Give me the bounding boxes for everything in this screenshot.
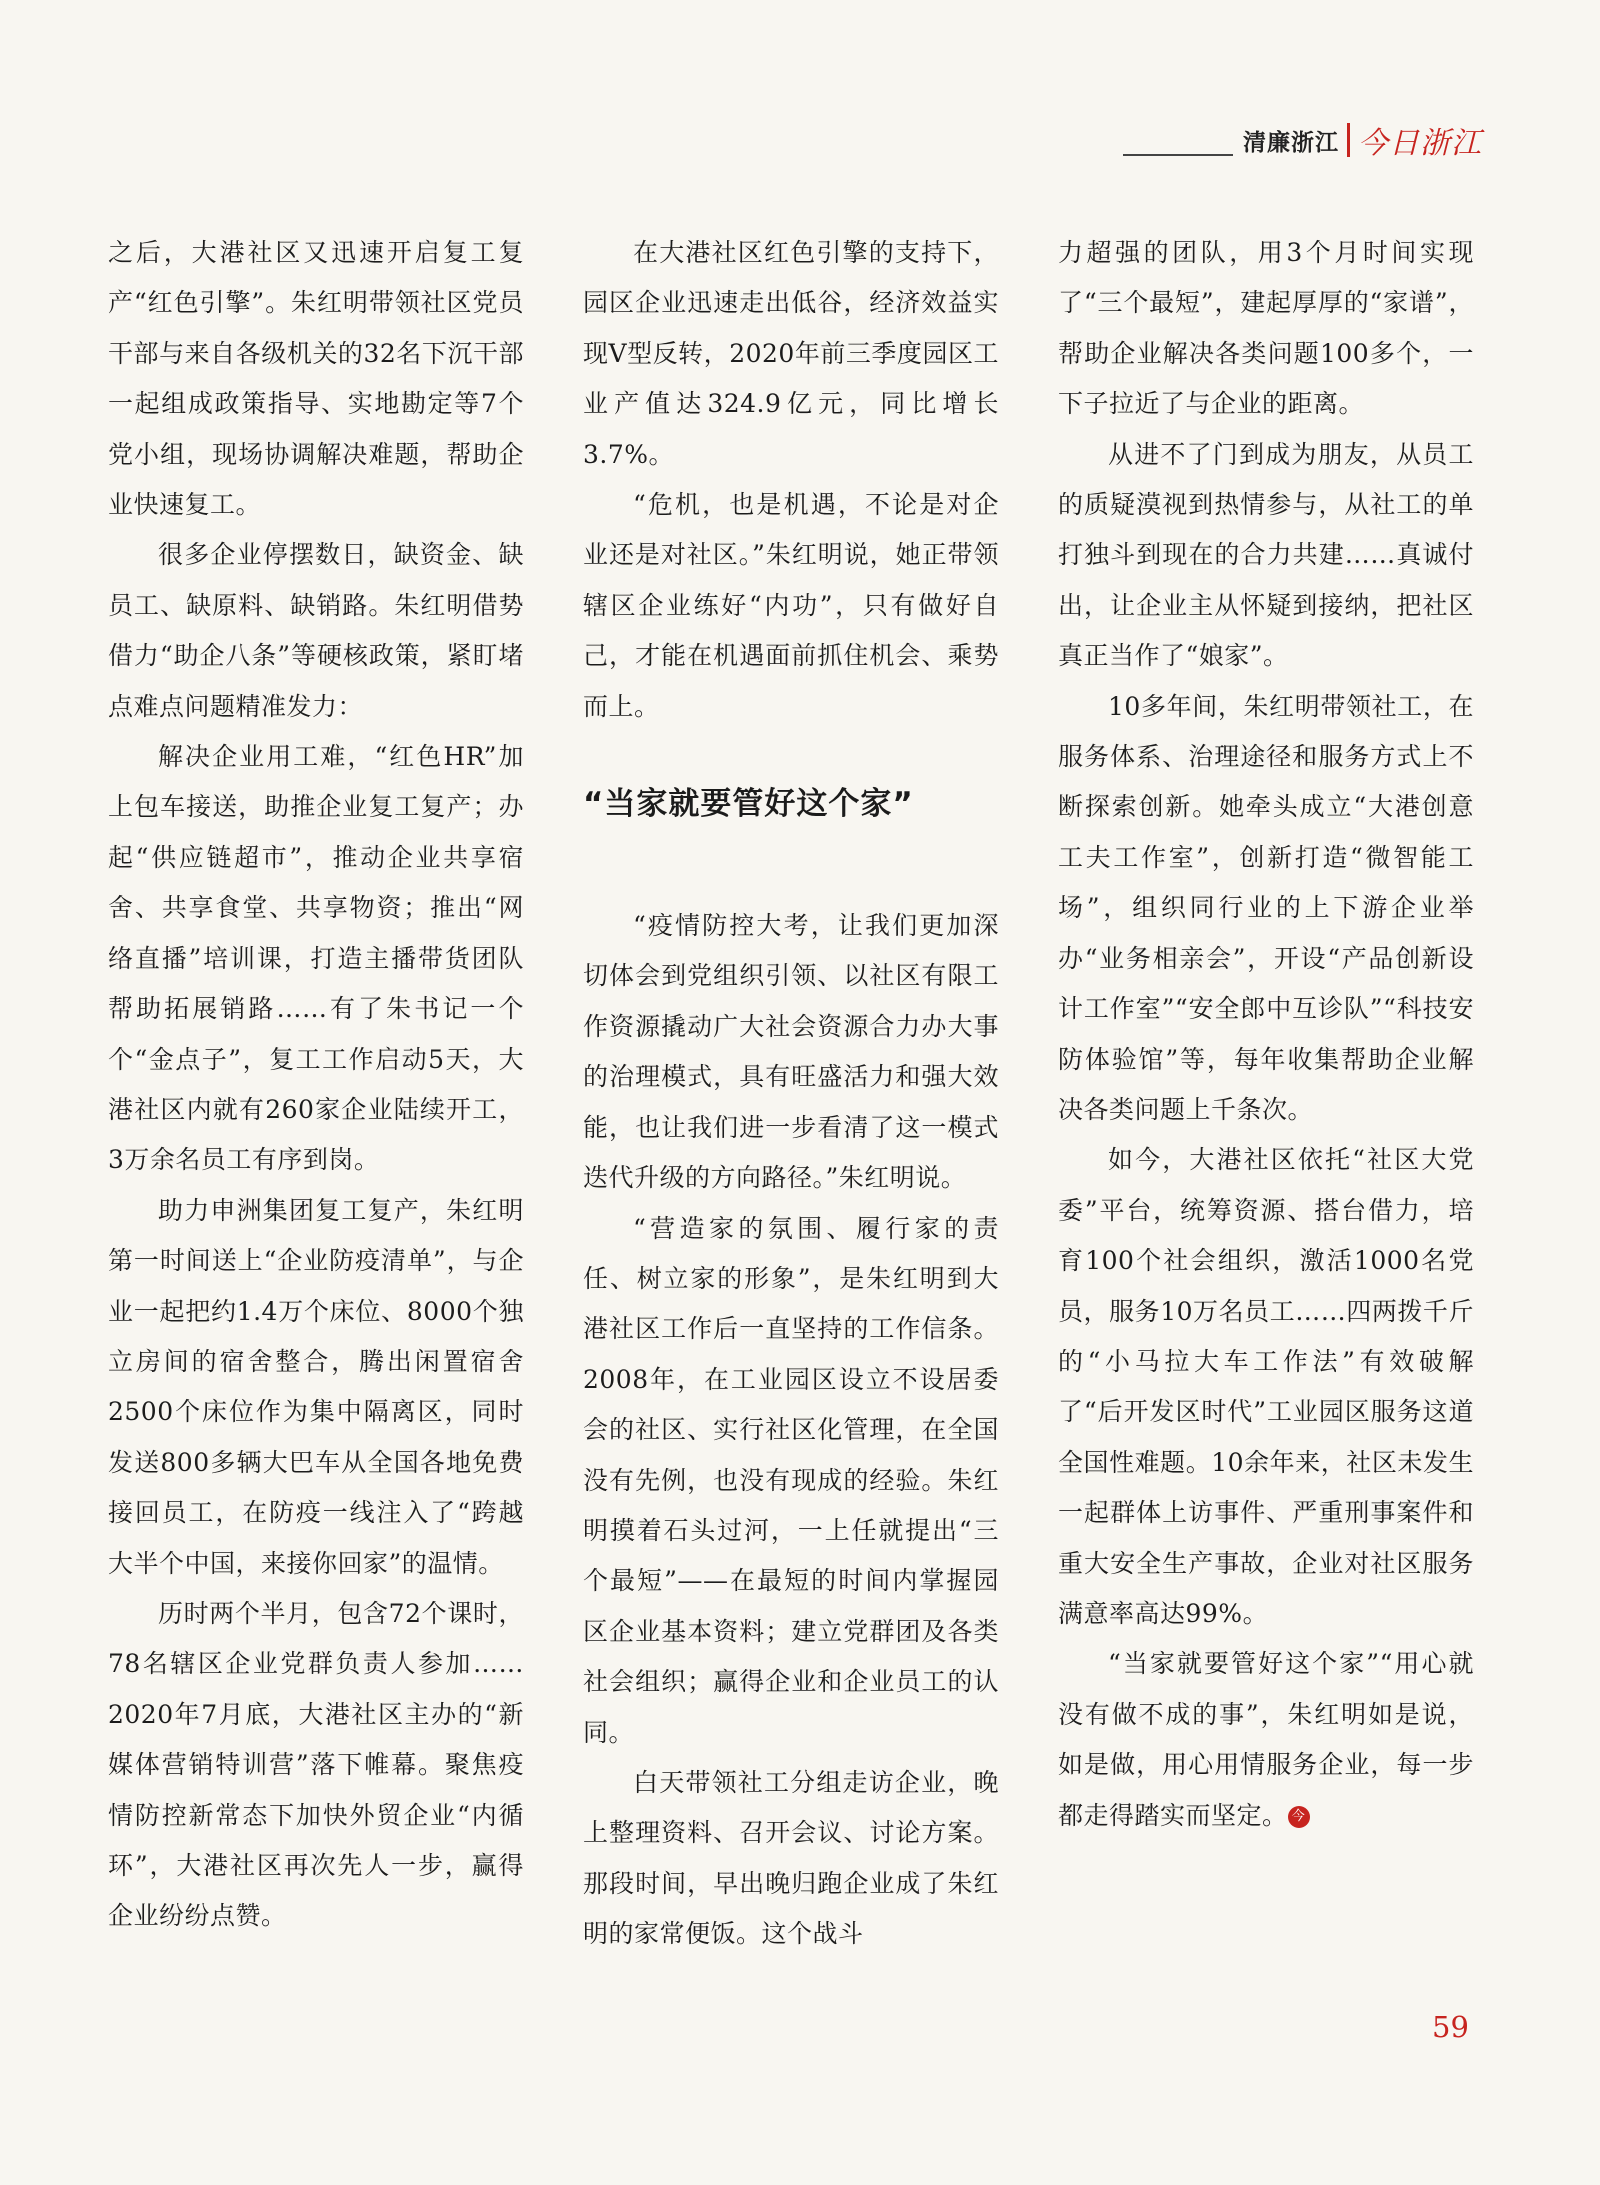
paragraph: 助力申洲集团复工复产，朱红明第一时间送上“企业防疫清单”，与企业一起把约1.4万个床位、8000个独立房间的宿舍整合，腾出闲置宿舍2500个床位作为集中隔离区，同时发送800多辆大巴车从全国各地免费接回员工，在防疫一线注入了“跨越大半个中国，来接你回家”的温情。	[108, 1195, 524, 1578]
paragraph: 力超强的团队，用3个月时间实现了“三个最短”，建起厚厚的“家谱”，帮助企业解决各类问题100多个，一下子拉近了与企业的距离。	[1058, 238, 1474, 419]
paragraph: 之后，大港社区又迅速开启复工复产“红色引擎”。朱红明带领社区党员干部与来自各级机关的32名下沉干部一起组成政策指导、实地勘定等7个党小组，现场协调解决难题，帮助企业快速复工。	[108, 238, 524, 520]
header-divider	[1347, 123, 1350, 157]
page-number: 59	[1432, 2010, 1469, 2044]
column-3	[1058, 228, 1474, 1988]
column-1	[108, 228, 524, 1988]
paragraph-final-text: “当家就要管好这个家”“用心就没有做不成的事”，朱红明如是说，如是做，用心用情服务企业，每一步都走得踏实而坚定。	[1058, 1649, 1474, 1830]
section-subheading: “当家就要管好这个家”	[583, 786, 914, 823]
paragraph: “危机，也是机遇，不论是对企业还是对社区。”朱红明说，她正带领辖区企业练好“内功”，只有做好自己，才能在机遇面前抓住机会、乘势而上。	[583, 490, 999, 721]
article-body	[108, 228, 1474, 1988]
paragraph: 历时两个半月，包含72个课时，78名辖区企业党群负责人参加……2020年7月底，大港社区主办的“新媒体营销特训营”落下帷幕。聚焦疫情防控新常态下加快外贸企业“内循环”，大港社区再次先人一步，赢得企业纷纷点赞。	[108, 1598, 524, 1931]
paragraph: “疫情防控大考，让我们更加深切体会到党组织引领、以社区有限工作资源撬动广大社会资源合力办大事的治理模式，具有旺盛活力和强大效能，也让我们进一步看清了这一模式迭代升级的方向路径。”朱红明说。	[583, 911, 999, 1193]
magazine-logo: 今日浙江	[1358, 126, 1482, 161]
paragraph: “营造家的氛围、履行家的责任、树立家的形象”，是朱红明到大港社区工作后一直坚持的工作信条。2008年，在工业园区设立不设居委会的社区、实行社区化管理，在全国没有先例，也没有现成的经验。朱红明摸着石头过河，一上任就提出“三个最短”——在最短的时间内掌握园区企业基本资料；建立党群团及各类社会组织；赢得企业和企业员工的认同。	[583, 1213, 999, 1747]
paragraph: 在大港社区红色引擎的支持下，园区企业迅速走出低谷，经济效益实现V型反转，2020年前三季度园区工业产值达324.9亿元，同比增长3.7%。	[583, 238, 999, 469]
paragraph: 从进不了门到成为朋友，从员工的质疑漠视到热情参与，从社工的单打独斗到现在的合力共建……真诚付出，让企业主从怀疑到接纳，把社区真正当作了“娘家”。	[1058, 439, 1474, 671]
paragraph: 10多年间，朱红明带领社工，在服务体系、治理途径和服务方式上不断探索创新。她牵头成立“大港创意工夫工作室”，创新打造“微智能工场”，组织同行业的上下游企业举办“业务相亲会”，开设“产品创新设计工作室”“安全郎中互诊队”“科技安防体验馆”等，每年收集帮助企业解决各类问题上千条次。	[1058, 691, 1474, 1124]
paragraph: 白天带领社工分组走访企业，晚上整理资料、召开会议、讨论方案。那段时间，早出晚归跑企业成了朱红明的家常便饭。这个战斗	[583, 1767, 999, 1949]
paragraph: 如今，大港社区依托“社区大党委”平台，统筹资源、搭台借力，培育100个社会组织，激活1000名党员，服务10万名员工……四两拨千斤的“小马拉大车工作法”有效破解了“后开发区时代”工业园区服务这道全国性难题。10余年来，社区未发生一起群体上访事件、严重刑事案件和重大安全生产事故，企业对社区服务满意率高达99%。	[1058, 1145, 1474, 1628]
end-mark-icon: 今	[1288, 1806, 1310, 1828]
paragraph: 很多企业停摆数日，缺资金、缺员工、缺原料、缺销路。朱红明借势借力“助企八条”等硬核政策，紧盯堵点难点问题精准发力：	[108, 540, 524, 721]
paragraph-final	[1058, 1639, 1474, 1841]
page-header	[1123, 118, 1482, 162]
paragraph: 解决企业用工难，“红色HR”加上包车接送，助推企业复工复产；办起“供应链超市”，推动企业共享宿舍、共享食堂、共享物资；推出“网络直播”培训课，打造主播带货团队帮助拓展销路……有了朱书记一个个“金点子”，复工工作启动5天，大港社区内就有260家企业陆续开工，3万余名员工有序到岗。	[108, 742, 524, 1175]
header-rule	[1123, 154, 1233, 156]
section-name: 清廉浙江	[1243, 129, 1339, 156]
column-2	[583, 228, 999, 1988]
